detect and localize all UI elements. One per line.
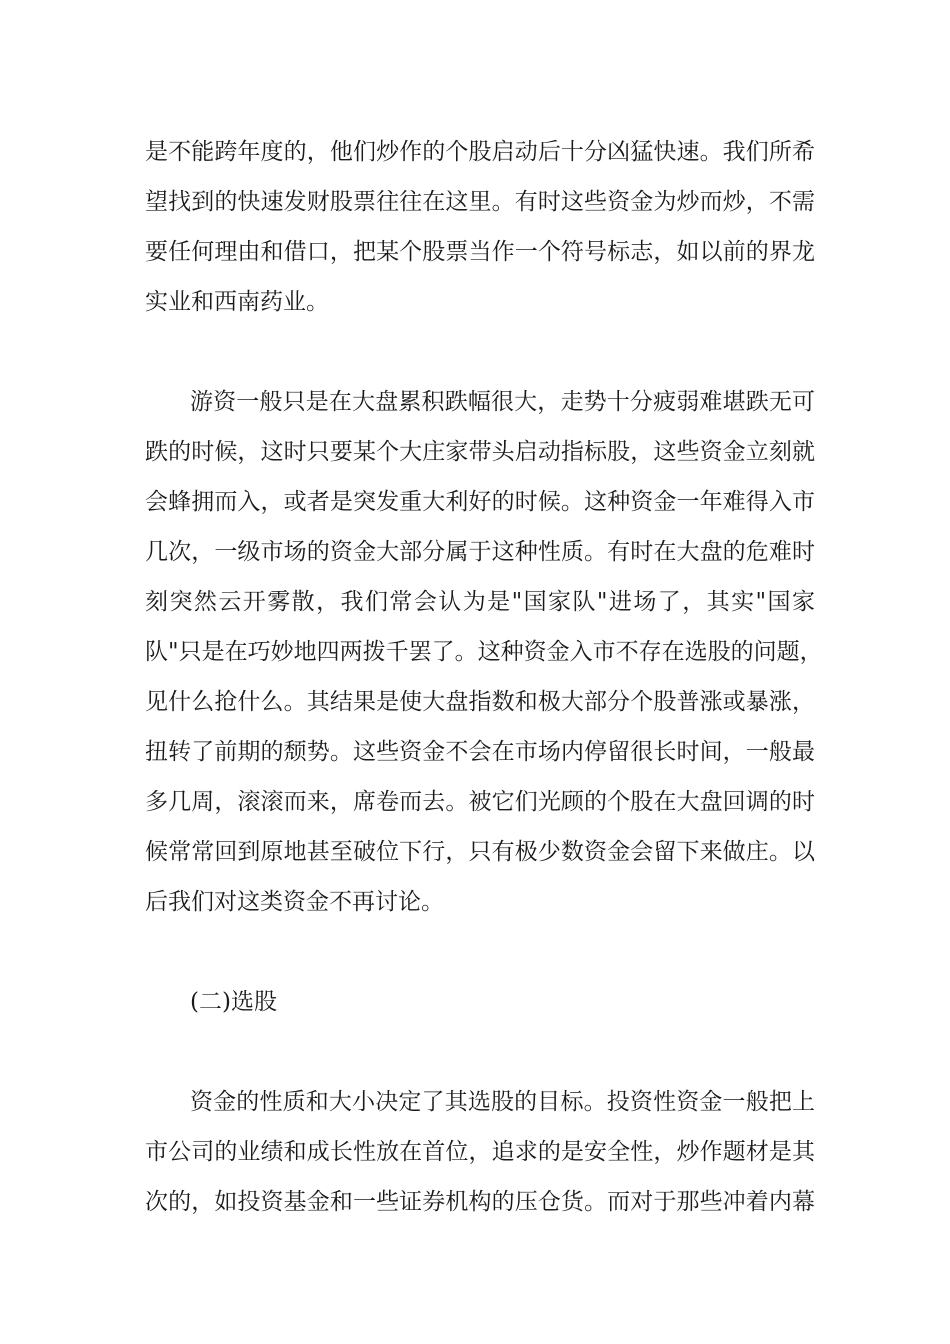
text-line: 实业和西南药业。 xyxy=(145,289,329,315)
text-line: 要任何理由和借口，把某个股票当作一个符号标志，如以前的界龙 xyxy=(145,239,815,265)
text-line: 资金的性质和大小决定了其选股的目标。投资性资金一般把上 xyxy=(190,1089,815,1115)
text-line: 会蜂拥而入，或者是突发重大利好的时候。这种资金一年难得入市 xyxy=(145,489,815,515)
text-line: 游资一般只是在大盘累积跌幅很大，走势十分疲弱难堪跌无可 xyxy=(190,389,815,415)
text-line: 扭转了前期的颓势。这些资金不会在市场内停留很长时间，一般最 xyxy=(145,739,815,765)
text-line: 多几周，滚滚而来，席卷而去。被它们光顾的个股在大盘回调的时 xyxy=(145,789,815,815)
text-line: 几次，一级市场的资金大部分属于这种性质。有时在大盘的危难时 xyxy=(145,539,815,565)
text-line: 望找到的快速发财股票往往在这里。有时这些资金为炒而炒，不需 xyxy=(145,189,815,215)
text-line: 后我们对这类资金不再讨论。 xyxy=(145,889,444,915)
section-heading: (二)选股 xyxy=(190,989,277,1015)
text-line: 是不能跨年度的，他们炒作的个股启动后十分凶猛快速。我们所希 xyxy=(145,139,815,165)
text-line: 刻突然云开雾散，我们常会认为是"国家队"进场了，其实"国家 xyxy=(145,589,815,615)
text-line: 队"只是在巧妙地四两拨千罢了。这种资金入市不存在选股的问题， xyxy=(145,639,823,665)
text-line: 候常常回到原地甚至破位下行，只有极少数资金会留下来做庄。以 xyxy=(145,839,815,865)
text-line: 次的，如投资基金和一些证券机构的压仓货。而对于那些冲着内幕 xyxy=(145,1189,815,1215)
text-line: 跌的时候，这时只要某个大庄家带头启动指标股，这些资金立刻就 xyxy=(145,439,815,465)
text-line: 见什么抢什么。其结果是使大盘指数和极大部分个股普涨或暴涨， xyxy=(145,689,815,715)
text-line: 市公司的业绩和成长性放在首位，追求的是安全性，炒作题材是其 xyxy=(145,1139,815,1165)
